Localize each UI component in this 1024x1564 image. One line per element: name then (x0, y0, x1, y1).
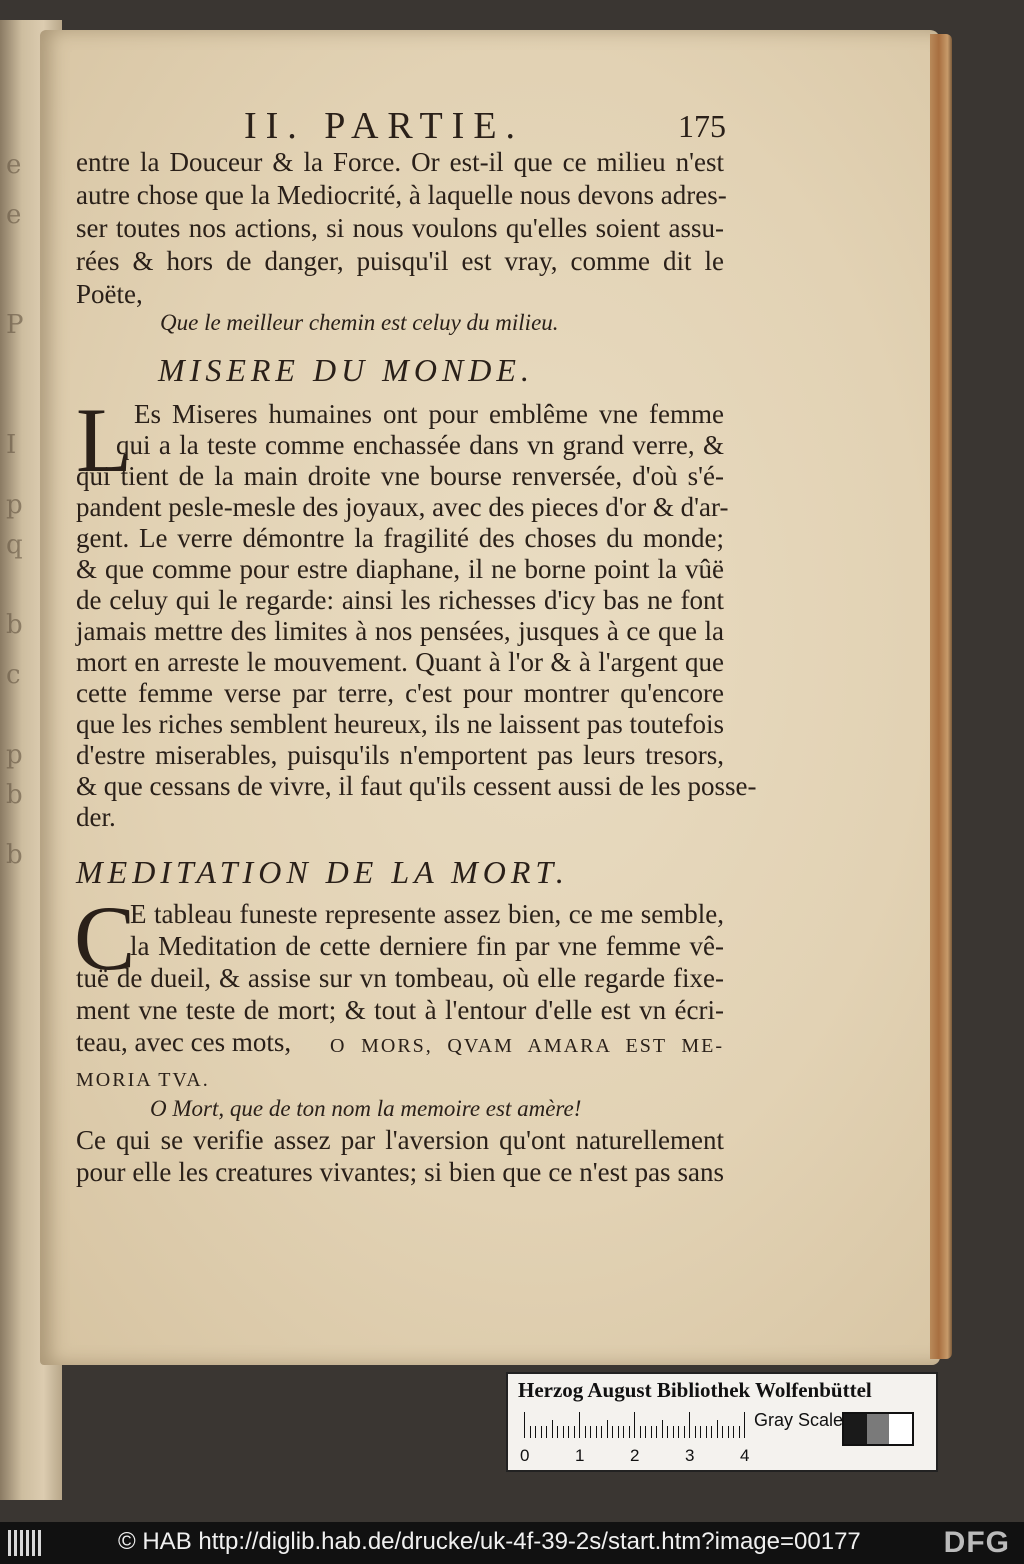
drop-cap: L (76, 389, 133, 491)
text-line: Ce qui se verifie assez par l'aversion qu'ont naturellement (76, 1125, 724, 1155)
closing-paragraph (76, 1124, 724, 1194)
footer-credit-link[interactable]: © HAB http://diglib.hab.de/drucke/uk-4f-39-2s/start.htm?image=00177 (118, 1528, 861, 1555)
ruler-tick (601, 1426, 602, 1438)
text-line: d'estre miserables, puisqu'ils n'emportent pas leurs tresors, (76, 740, 724, 770)
dfg-logo: DFG (943, 1526, 1010, 1559)
text-line: la Meditation de cette derniere fin par vne femme vê- (130, 931, 724, 961)
intro-paragraph (76, 146, 727, 316)
text-line: & que comme pour estre diaphane, il ne borne point la vûë (76, 554, 724, 584)
text-line: ment vne teste de mort; & tout à l'entour d'elle est vn écri- (76, 995, 724, 1025)
gray-swatch (889, 1414, 912, 1444)
ruler-tick (667, 1426, 668, 1438)
text-line: jamais mettre des limites à nos pensées, jusques à ce que la (76, 616, 724, 646)
ruler-tick (557, 1426, 558, 1438)
text-line: entre la Douceur & la Force. Or est-il que ce milieu n'est (76, 147, 724, 177)
section-title: MISERE DU MONDE. (158, 352, 534, 388)
ruler-number: 0 (520, 1446, 530, 1465)
ruler-tick (695, 1426, 696, 1438)
text-line: qui a la teste comme enchassée dans vn grand verre, & (116, 430, 724, 460)
ruler-number: 2 (630, 1446, 640, 1465)
ruler-tick (563, 1426, 564, 1438)
text-line: der. (76, 802, 116, 832)
text-line: mort en arreste le mouvement. Quant à l'or & à l'argent que (76, 647, 724, 677)
ruler-tick (662, 1420, 663, 1438)
ruler-tick (722, 1426, 723, 1438)
text-line: de celuy qui le regarde: ainsi les richesses d'icy bas ne font (76, 585, 724, 615)
ruler-tick (530, 1426, 531, 1438)
text-line: qui tient de la main droite vne bourse renversée, d'où s'é- (76, 461, 724, 491)
ruler-tick (717, 1420, 718, 1438)
ruler-tick (728, 1426, 729, 1438)
ruler-tick (596, 1426, 597, 1438)
previous-page-edge: e e P I p q b c p b b (0, 20, 62, 1500)
ruler-tick (656, 1426, 657, 1438)
latin-motto: MORIA TVA. (76, 1069, 210, 1091)
ruler-tick (618, 1426, 619, 1438)
ruler-tick (568, 1426, 569, 1438)
ruler-tick (706, 1426, 707, 1438)
text-line: pour elle les creatures vivantes; si bien que ce n'est pas sans (76, 1157, 724, 1187)
ruler-number: 4 (740, 1446, 750, 1465)
section-paragraph (76, 898, 724, 1098)
ruler-tick (607, 1420, 608, 1438)
section-paragraph (76, 398, 757, 848)
ruler-tick (585, 1426, 586, 1438)
verse-quote: O Mort, que de ton nom la memoire est amère! (150, 1096, 582, 1121)
page-fore-edge (930, 34, 952, 1359)
text-line: autre chose que la Mediocrité, à laquelle nous devons adres- (76, 180, 727, 210)
text-line: Poëte, (76, 279, 143, 309)
ruler-tick (711, 1426, 712, 1438)
page-header (76, 104, 726, 150)
verse-quote: Que le meilleur chemin est celuy du milieu. (160, 310, 559, 335)
ruler-tick (651, 1426, 652, 1438)
ruler-tick (684, 1426, 685, 1438)
text-line: tuë de dueil, & assise sur vn tombeau, où elle regarde fixe- (76, 963, 724, 993)
ruler-tick (678, 1426, 679, 1438)
ruler-tick (574, 1426, 575, 1438)
ruler-number: 1 (575, 1446, 585, 1465)
text-line: pandent pesle-mesle des joyaux, avec des pieces d'or & d'ar- (76, 492, 729, 522)
running-head: II. PARTIE. (244, 105, 525, 147)
text-line: cette femme verse par terre, c'est pour montrer qu'encore (76, 678, 724, 708)
gray-swatch (844, 1414, 867, 1444)
footer-bar (0, 1522, 1024, 1564)
scale-title: Herzog August Bibliothek Wolfenbüttel (518, 1378, 872, 1402)
latin-motto: O MORS, QVAM AMARA EST ME- (330, 1035, 724, 1057)
ruler-tick (645, 1426, 646, 1438)
text-line: & que cessans de vivre, il faut qu'ils cessent aussi de les posse- (76, 771, 757, 801)
text-line: Es Miseres humaines ont pour emblême vne femme (134, 399, 724, 429)
section-title: MEDITATION DE LA MORT. (76, 854, 569, 890)
page-number: 175 (678, 108, 726, 144)
ruler-number: 3 (685, 1446, 695, 1465)
text-line: teau, avec ces mots, (76, 1027, 292, 1057)
ruler-tick (552, 1420, 553, 1438)
gray-scale-label: Gray Scale (754, 1410, 844, 1430)
ruler-tick (590, 1426, 591, 1438)
ruler-tick (612, 1426, 613, 1438)
ruler-tick (546, 1426, 547, 1438)
ruler-tick (744, 1412, 745, 1438)
text-line: E tableau funeste represente assez bien, ce me semble, (130, 899, 724, 929)
ruler-tick (673, 1426, 674, 1438)
ruler-tick (640, 1426, 641, 1438)
drop-cap: C (74, 887, 136, 989)
ruler-tick (739, 1426, 740, 1438)
gray-swatch (867, 1414, 890, 1444)
ruler-tick (629, 1426, 630, 1438)
gray-swatches (842, 1412, 914, 1446)
text-line: que les riches semblent heureux, ils ne laissent pas toutefois (76, 709, 724, 739)
text-line: rées & hors de danger, puisqu'il est vray, comme dit le (76, 246, 724, 276)
ruler-tick (689, 1412, 690, 1438)
ruler-tick (579, 1412, 580, 1438)
ruler-tick (733, 1426, 734, 1438)
ruler (524, 1412, 746, 1438)
ruler-tick (541, 1426, 542, 1438)
text-line: gent. Le verre démontre la fragilité des choses du monde; (76, 523, 724, 553)
text-line: ser toutes nos actions, si nous voulons qu'elles soient assu- (76, 213, 724, 243)
ruler-tick (623, 1426, 624, 1438)
ruler-tick (634, 1412, 635, 1438)
ruler-tick (524, 1412, 525, 1438)
hab-logo-icon (8, 1530, 44, 1556)
ruler-tick (700, 1426, 701, 1438)
color-scale-strip (506, 1372, 938, 1472)
ruler-tick (535, 1426, 536, 1438)
